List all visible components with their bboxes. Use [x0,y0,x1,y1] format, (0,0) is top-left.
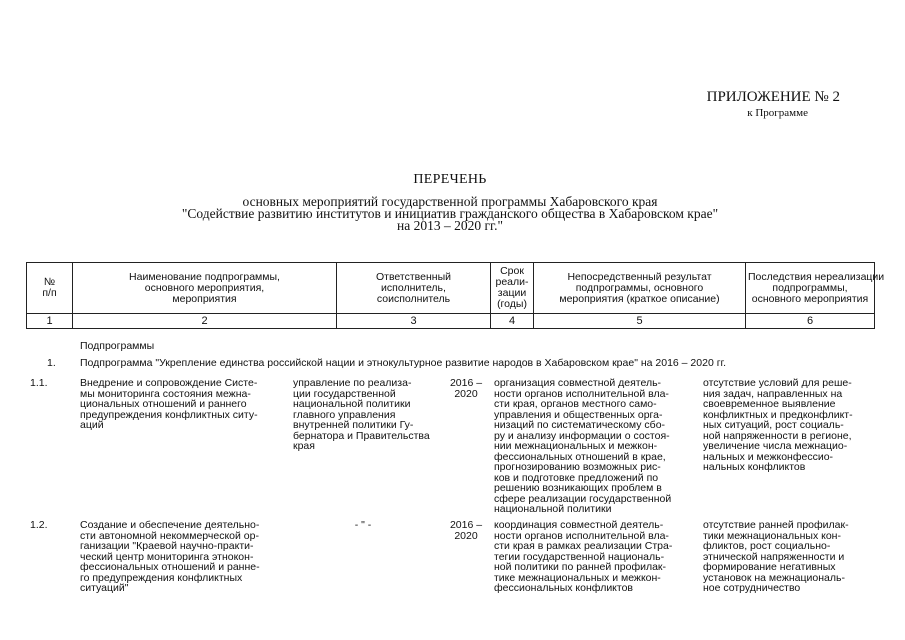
cell-text-line: Последствия нереализации [748,270,885,283]
cell-text-line: аций [80,419,104,431]
cell-text-line: ных ситуаций, рост социаль- [703,419,844,431]
row-number: 1.1. [30,377,48,389]
header-cell-number [27,263,73,314]
column-number: 1 [27,314,73,329]
cell-text-line: Внедрение и сопровождение Систе- [80,377,258,389]
cell-text-line: тике межнациональных и межкон- [494,571,661,584]
cell-text-line: отсутствие условий для реше- [703,377,852,389]
cell-text-line: фессиональных отношений и ранне- [80,561,260,573]
header-cell-name [73,263,337,314]
row-executor [293,520,433,531]
cell-text-line: ности органов исполнительной вла- [494,387,669,400]
cell-text-line: соисполнитель [376,292,451,305]
cell-text-line: реали- [495,276,529,288]
cell-text-line: циональных отношений и раннего [80,398,247,410]
document-subtitle-line: "Содействие развитию институтов и инициатив гражданского общества в Хабаровском крае" [181,206,719,221]
cell-text-line: ситуаций" [80,582,129,594]
cell-text-line: ния задач, направленных на [703,387,843,400]
document-subtitle-line: основных мероприятий государственной программы Хабаровского края [242,194,658,209]
header-cell-consequences [746,263,885,314]
row-result [494,378,694,515]
cell-text-line: ное сотрудничество [703,582,801,594]
cell-text-line: 2016 – [449,519,483,531]
cell-text-line: ческий центр мониторинга этнокон- [80,550,254,563]
cell-text-line: края [293,440,315,452]
row-number: 1.2. [30,519,48,531]
cell-text-line: исполнитель, [381,281,446,294]
column-number: 5 [534,314,746,329]
header-cell-period [491,263,534,314]
cell-text-line: ности органов исполнительной вла- [494,529,669,542]
document-title: ПЕРЕЧЕНЬ [413,172,487,187]
cell-text-line: главного управления [293,408,396,421]
cell-text-line: основного мероприятия, [144,281,265,294]
cell-text-line: увеличение числа межнацио- [703,440,848,452]
subprogram-number: 1. [47,357,56,369]
cell-text-line: Создание и обеспечение деятельно- [80,519,260,531]
cell-text-line: фессиональных отношений в крае, [494,450,666,463]
cell-text-line: нии межнациональных и межкон- [494,440,658,452]
cell-text-line: управление по реализа- [293,377,412,389]
cell-text-line: ков и подготовке предложений по [494,471,659,484]
cell-text-line: национальной политики [293,398,411,410]
header-cell-result [534,263,746,314]
cell-text-line: - " - [354,519,372,531]
cell-text-line: зации [497,287,527,299]
cell-text-line: 2020 [454,387,478,400]
appendix-title: ПРИЛОЖЕНИЕ № 2 [706,89,840,105]
cell-text-line: сти края в рамках реализации Стра- [494,540,673,552]
cell-text-line: ганизации "Краевой научно-практи- [80,540,254,552]
cell-text-line: нальных и межконфессио- [703,450,834,463]
cell-text-line: сфере реализации государственной [494,492,672,505]
cell-text-line: ной напряженности в регионе, [703,429,852,442]
row-period [444,378,488,399]
header-cell-executor [337,263,491,314]
cell-text-line: 2016 – [449,377,483,389]
cell-text-line: ции государственной [293,387,396,400]
cell-text-line: своевременное выявление [703,398,836,410]
document-subtitle-line: на 2013 – 2020 гг." [397,218,503,233]
appendix-subtitle: к Программе [747,107,808,119]
cell-text-line: ной политики по ранней профилак- [494,561,667,573]
cell-text-line: тики межнациональных кон- [703,529,841,542]
cell-text-line: управления и общественных орга- [494,408,663,421]
cell-text-line: № [43,276,56,288]
table-column-numbers-row [27,314,875,329]
cell-text-line: этнической напряженности и [703,550,845,563]
cell-text-line: подпрограммы, основного [575,281,704,294]
row-activity-name [80,378,280,431]
subprograms-label: Подпрограммы [80,340,155,352]
cell-text-line: фликтов, рост социально- [703,540,831,552]
cell-text-line: Наименование подпрограммы, [129,270,280,283]
subprogram-title: Подпрограмма "Укрепление единства российской нации и этнокультурное развитие народов в Хабаровском крае" на 2016 – 2020 гг. [80,357,726,369]
cell-text-line: бернатора и Правительства [293,429,430,442]
column-number: 2 [73,314,337,329]
cell-text-line: мероприятия [172,292,237,305]
row-consequences [703,520,873,594]
cell-text-line: Срок [500,265,524,277]
cell-text-line: тегии государственной националь- [494,550,665,563]
cell-text-line: прогнозированию возможных рис- [494,461,661,473]
cell-text-line: координация совместной деятель- [494,519,664,531]
row-activity-name [80,520,280,594]
cell-text-line: сти края, органов местного само- [494,398,657,410]
cell-text-line: внутренней политики Гу- [293,419,414,431]
cell-text-line: основного мероприятия [751,292,869,305]
cell-text-line: п/п [42,287,57,299]
cell-text-line: установок на межнациональ- [703,571,845,584]
cell-text-line: мероприятия (краткое описание) [559,292,720,305]
cell-text-line: отсутствие ранней профилак- [703,519,849,531]
activities-table-header [26,262,885,329]
cell-text-line: Непосредственный результат [567,270,712,283]
cell-text-line: сти автономной некоммерческой ор- [80,529,259,542]
row-result [494,520,694,594]
row-consequences [703,378,873,473]
cell-text-line: фессиональных конфликтов [494,582,634,594]
cell-text-line: нальных конфликтов [703,461,806,473]
column-number: 6 [746,314,875,329]
cell-text-line: го предупреждения конфликтных [80,571,243,584]
cell-text-line: 2020 [454,529,478,542]
column-number: 3 [337,314,491,329]
row-period [444,520,488,541]
cell-text-line: Ответственный [376,270,451,283]
cell-text-line: конфликтных и предконфликт- [703,408,853,421]
cell-text-line: ру и анализу информации о состоя- [494,429,670,442]
cell-text-line: решению возникающих проблем в [494,482,662,494]
cell-text-line: низаций по систематическому сбо- [494,419,666,431]
row-executor [293,378,433,452]
cell-text-line: национальной политики [494,503,612,515]
cell-text-line: мы мониторинга состояния межна- [80,387,251,400]
cell-text-line: предупреждения конфликтных ситу- [80,408,258,421]
column-number: 4 [491,314,534,329]
cell-text-line: организация совместной деятель- [494,377,662,389]
cell-text-line: подпрограммы, [772,281,848,294]
table-header-row [27,263,875,314]
cell-text-line: формирование негативных [703,561,836,573]
cell-text-line: (годы) [497,298,527,310]
